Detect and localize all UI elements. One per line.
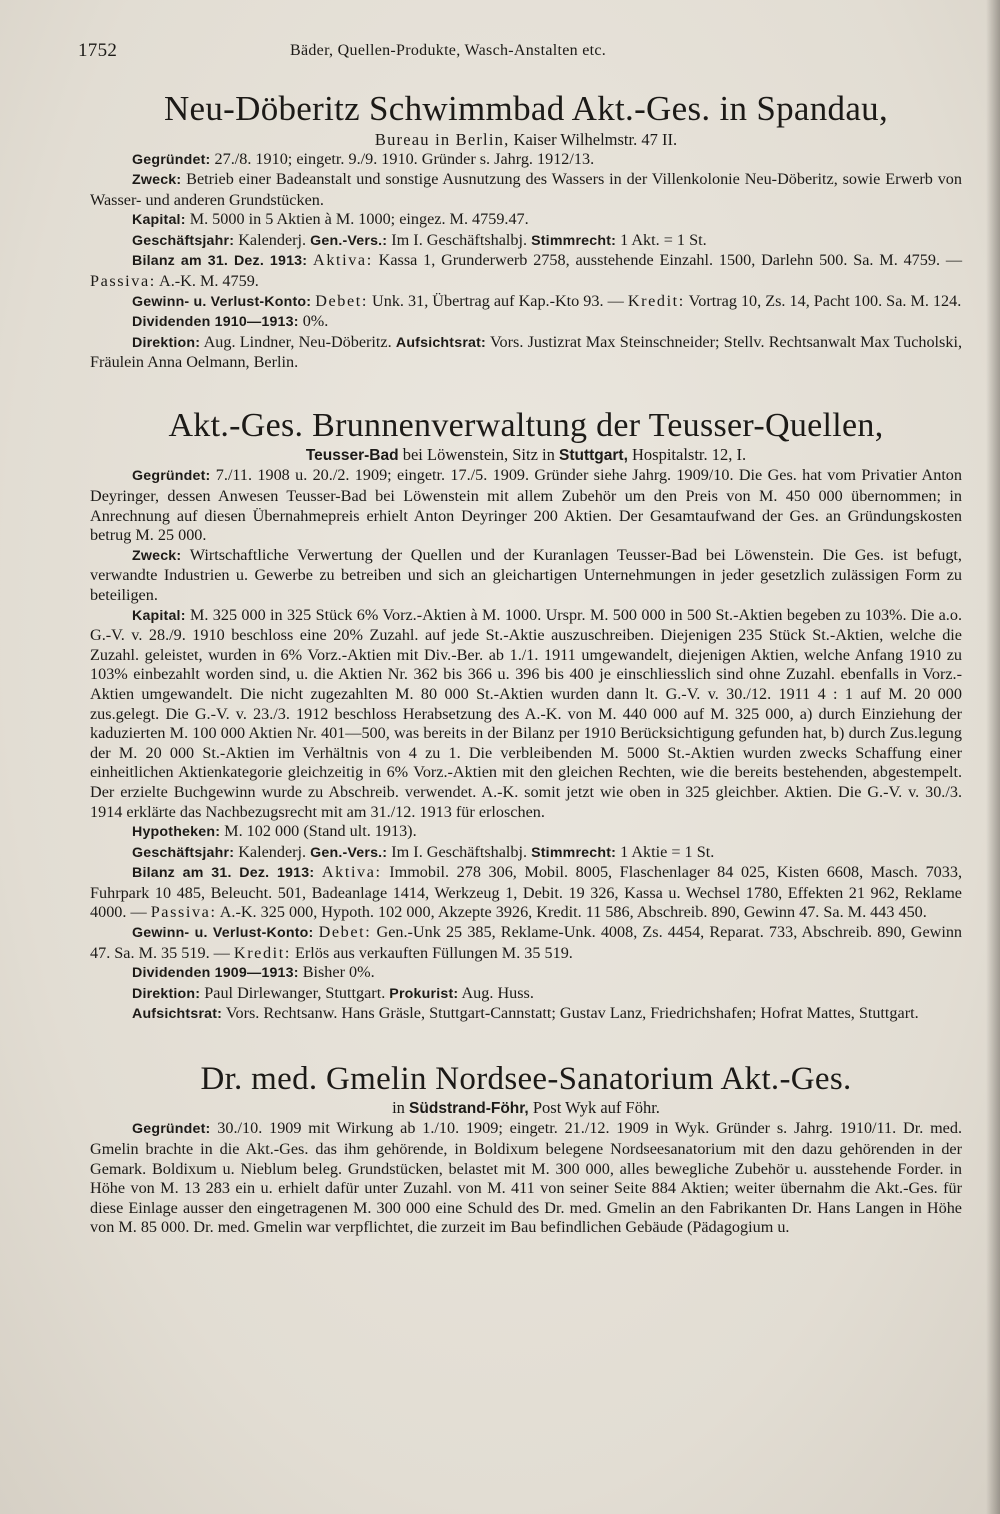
entry-subtitle: Bureau in Berlin, Kaiser Wilhelmstr. 47 II. bbox=[374, 129, 678, 149]
running-head bbox=[78, 38, 962, 64]
direktion-paragraph: Direktion: Paul Dirlewanger, Stuttgart. Prokurist: Aug. Huss. bbox=[132, 983, 534, 1002]
direktion-paragraph: Direktion: Aug. Lindner, Neu-Döberitz. Aufsichtsrat: Vors. Justizrat Max Steinschneider; Stellv. Rechtsanwalt Max Tucholski, Fräulein Anna Oelmann, Berlin. bbox=[90, 332, 962, 372]
entry-title: Dr. med. Gmelin Nordsee-Sanatorium Akt.-Ges. bbox=[200, 1061, 852, 1098]
kapital-paragraph: Kapital: M. 325 000 in 325 Stück 6% Vorz.-Aktien à M. 1000. Urspr. M. 500 000 in 500 St.-Aktien begeben zu 103%. Die a.o. G.-V. v. 28./9. 1910 beschloss eine 20% Zuzahl. auf jede St.-Aktie auszuschreiben. Diejenigen 235 Stück St.-Aktien, welche die Zuzahl. geleistet, wurden in 6% Vorz.-Aktien mit Div.-Ber. ab 1./1. 1911 umgewandelt, diejenigen Aktien, welche Anfang 1910 zu 103% einbezahlt worden sind, u. die Aktien Nr. 362 bis 366 u. 396 bis 400 je einschliesslich sind ohne Zuzahl. ebenfalls in Vorz.-Aktien umgewandelt. Die nicht zugezahlten M. 80 000 St.-Aktien wurden dann lt. G.-V. v. 30./12. 1911 4 : 1 auf M. 20 000 zus.gelegt. Die G.-V. v. 23./3. 1912 beschloss Herabsetzung des A.-K. von M. 440 000 auf M. 325 000, a) durch Einziehung der kaduzierten M. 100 000 Aktien Nr. 401—500, was bereits in der Bilanz per 1910 Berücksichtigung gefunden hat, b) durch Zus.legung der M. 20 000 St.-Aktien im Verhältnis von 4 zu 1. Die verbleibenden M. 5000 St.-Aktien wurden zwecks Schaffung einer einheitlichen Aktienkategorie gleichzeitig in 6% Vorz.-Aktien mit den gleichen Rechten, wie die bereits bestehenden, abgestempelt. Der erzielte Buchgewinn wurde zu Abschreib. verwendet. A.-K. somit jetzt wie oben in 325 gleichber. Aktien. Die G.-V. v. 30./3. 1914 erklärte das Nachbezugsrecht mit am 31./12. 1913 für erloschen. bbox=[90, 605, 962, 821]
running-title: Bäder, Quellen-Produkte, Wasch-Anstalten etc. bbox=[290, 42, 607, 59]
gegruendet-paragraph: Gegründet: 30./10. 1909 mit Wirkung ab 1./10. 1909; eingetr. 21./12. 1909 in Wyk. Gründer s. Jahrg. 1910/11. Dr. med. Gmelin brachte in die Akt.-Ges. das ihm gehörende, in Boldixum belegene Nordseesanatorium mit den dazu gehörenden in der Gemark. Boldixum u. Nieblum beleg. Grundstücken, belastet mit M. 300 000, alles bewegliche Zubehör u. ausstehende Forder. in Höhe von M. 13 283 ein u. erhielt dafür unter Zuzahl. von M. 411 von seiner Seite 884 Aktien; weiter übernahm die Akt.-Ges. für diese Einlage ausser den eingetragenen M. 300 000 eine Schuld des Dr. med. Gmelin an den Fabrikanten Dr. Hans Langen in Höhe von M. 85 000. Dr. med. Gmelin war verpflichtet, die zurzeit im Bau befindlichen Gebäude (Pädagogium u. bbox=[90, 1119, 963, 1237]
gegruendet-paragraph: Gegründet: 7./11. 1908 u. 20./2. 1909; eingetr. 17./5. 1909. Gründer siehe Jahrg. 1909/10. Die Ges. hat vom Privatier Anton Deyringer, dessen Anwesen Teusser-Bad bei Löwenstein mit allem Zubehör um den Preis von M. 450 000 übernommen; in Anrechnung auf diesen Übernahmepreis erhielt Anton Deyringer 200 Aktien. Der Gesamtaufwand der Ges. an Gründungskosten betrug M. 25 000. bbox=[90, 466, 962, 545]
hypotheken-paragraph: Hypotheken: M. 102 000 (Stand ult. 1913). bbox=[132, 822, 417, 841]
dividenden-paragraph: Dividenden 1909—1913: Bisher 0%. bbox=[132, 963, 375, 982]
entry-subtitle: in Südstrand-Föhr, Post Wyk auf Föhr. bbox=[392, 1098, 660, 1118]
gewinn-verlust-paragraph: Gewinn- u. Verlust-Konto: Debet: Unk. 31, Übertrag auf Kap.-Kto 93. — Kredit: Vortrag 10, Zs. 14, Pacht 100. Sa. M. 124. bbox=[132, 291, 962, 310]
zweck-paragraph: Zweck: Wirtschaftliche Verwertung der Quellen und der Kuranlagen Teusser-Bad bei Löwenstein. Die Ges. ist befugt, verwandte Industrien u. Gewerbe zu betreiben und sich an gleichartigen Unternehmungen in jeder gesetzlich zulässigen Form zu beteiligen. bbox=[90, 545, 962, 604]
bilanz-paragraph: Bilanz am 31. Dez. 1913: Aktiva: Immobil. 278 306, Mobil. 8005, Flaschenlager 84 025, Kisten 6608, Masch. 7033, Fuhrpark 10 485, Beleucht. 501, Badeanlage 1414, Werkzeug 1, Debit. 19 326, Kassa u. Wechsel 1780, Effekten 21 962, Reklame 4000. — Passiva: A.-K. 325 000, Hypoth. 102 000, Akzepte 3926, Kredit. 11 586, Abschreib. 890, Gewinn 47. Sa. M. 443 450. bbox=[90, 863, 963, 922]
geschaeftsjahr-paragraph: Geschäftsjahr: Kalenderj. Gen.-Vers.: Im I. Geschäftshalbj. Stimmrecht: 1 Aktie = 1 St. bbox=[132, 842, 715, 861]
dividenden-paragraph: Dividenden 1910—1913: 0%. bbox=[132, 312, 329, 331]
geschaeftsjahr-paragraph: Geschäftsjahr: Kalenderj. Gen.-Vers.: Im I. Geschäftshalbj. Stimmrecht: 1 Akt. = 1 St. bbox=[132, 230, 707, 249]
aufsichtsrat-paragraph: Aufsichtsrat: Vors. Rechtsanw. Hans Gräsle, Stuttgart-Cannstatt; Gustav Lanz, Friedrichshafen; Hofrat Mattes, Stuttgart. bbox=[132, 1004, 919, 1023]
entry-subtitle: Teusser-Bad bei Löwenstein, Sitz in Stuttgart, Hospitalstr. 12, I. bbox=[305, 445, 747, 465]
entry-neu-doeberitz bbox=[90, 90, 962, 373]
page-number: 1752 bbox=[78, 40, 118, 61]
entry-title: Neu-Döberitz Schwimmbad Akt.-Ges. in Spandau, bbox=[163, 89, 889, 128]
gewinn-verlust-paragraph: Gewinn- u. Verlust-Konto: Debet: Gen.-Unk 25 385, Reklame-Unk. 4008, Zs. 4454, Reparat. 733, Abschreib. 890, Gewinn 47. Sa. M. 35 519. — Kredit: Erlös aus verkauften Füllungen M. 35 519. bbox=[90, 923, 963, 962]
entry-gmelin-sanatorium bbox=[90, 1061, 962, 1238]
kapital-paragraph: Kapital: M. 5000 in 5 Aktien à M. 1000; eingez. M. 4759.47. bbox=[132, 210, 529, 229]
bilanz-paragraph: Bilanz am 31. Dez. 1913: Aktiva: Kassa 1, Grunderwerb 2758, ausstehende Einzahl. 1500, Darlehn 500. Sa. M. 4759. — Passiva: A.-K. M. 4759. bbox=[90, 251, 963, 291]
zweck-paragraph: Zweck: Betrieb einer Badeanstalt und sonstige Ausnutzung des Wassers in der Villenkolonie Neu-Döberitz, sowie Erwerb von Wasser- und anderen Grundstücken. bbox=[90, 170, 962, 209]
entry-title: Akt.-Ges. Brunnenverwaltung der Teusser-Quellen, bbox=[168, 407, 884, 445]
gegruendet-paragraph: Gegründet: 27./8. 1910; eingetr. 9./9. 1910. Gründer s. Jahrg. 1912/13. bbox=[132, 149, 595, 168]
entry-teusser-quellen bbox=[90, 407, 962, 1025]
page-edge-shadow bbox=[986, 0, 1000, 1514]
